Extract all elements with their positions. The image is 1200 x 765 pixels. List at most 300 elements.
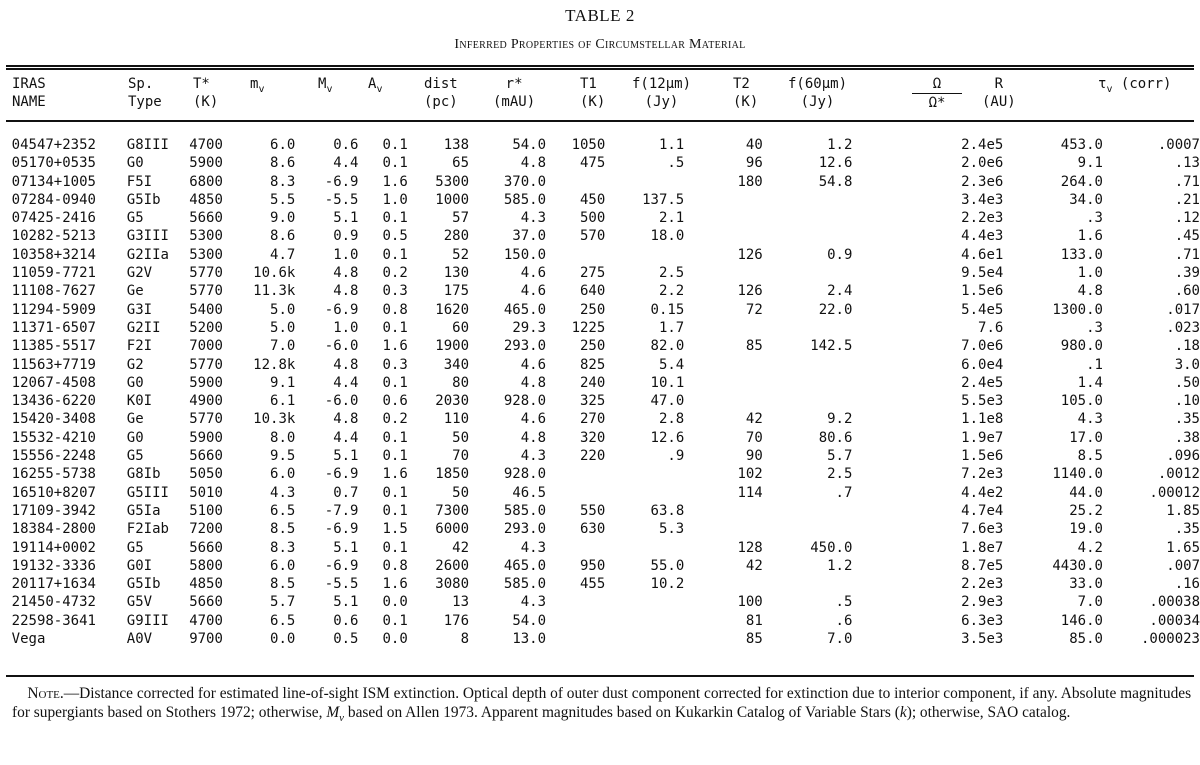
cell-t2: 126 <box>737 283 763 300</box>
table-label: TABLE 2 <box>565 6 635 25</box>
table-row <box>0 630 1200 648</box>
cell-temperature: 5800 <box>189 557 223 574</box>
row-margin <box>0 282 12 300</box>
cell-temperature: 5400 <box>189 301 223 318</box>
cell-iras-name: 11059-7721 <box>11 265 96 282</box>
cell-temperature: 5050 <box>189 466 223 483</box>
cell-f60: 450.0 <box>810 539 853 556</box>
cell-t1: 950 <box>580 557 606 574</box>
cell-stellar-radius: 4.3 <box>520 539 547 556</box>
cell-solid-angle: 2.3e6 <box>961 173 1004 190</box>
cell-f12 <box>605 593 684 611</box>
cell-temperature: 5660 <box>189 210 223 227</box>
cell-t1: 270 <box>580 411 606 428</box>
row-margin <box>0 593 12 611</box>
cell-absolute-mag: 4.8 <box>333 356 359 373</box>
table-body <box>0 136 1200 648</box>
cell-temperature: 6800 <box>189 173 223 190</box>
cell-absolute-mag: 0.6 <box>333 137 359 153</box>
cell-sp-type: G0 <box>126 429 144 446</box>
cell-f60 <box>763 502 853 520</box>
cell-apparent-mag: 6.1 <box>270 393 296 410</box>
cell-t2: 96 <box>745 155 763 172</box>
cell-f12 <box>605 539 684 557</box>
cell-radius: 8.5 <box>1077 448 1103 465</box>
cell-absolute-mag: 5.1 <box>333 210 359 227</box>
cell-absolute-mag: -6.9 <box>324 557 359 574</box>
cell-stellar-radius: 293.0 <box>503 338 547 355</box>
cell-radius: 34.0 <box>1069 191 1103 208</box>
cell-sp-type: F2Iab <box>126 521 169 538</box>
cell-t1: 825 <box>580 356 606 373</box>
cell-distance: 52 <box>452 246 470 263</box>
cell-stellar-radius: 4.6 <box>520 283 547 300</box>
cell-optical-depth: .38 <box>1174 429 1200 446</box>
cell-t1: 450 <box>580 191 606 208</box>
cell-optical-depth: .017 <box>1166 301 1200 318</box>
cell-temperature: 5300 <box>189 228 223 245</box>
table-row <box>0 246 1200 264</box>
cell-sp-type: F2I <box>126 338 153 355</box>
cell-temperature: 5900 <box>189 429 223 446</box>
cell-stellar-radius: 370.0 <box>503 173 547 190</box>
cell-f60: .5 <box>835 594 853 611</box>
table-row <box>0 301 1200 319</box>
cell-stellar-radius: 4.3 <box>520 210 547 227</box>
cell-f12: 1.7 <box>658 319 685 336</box>
cell-temperature: 5200 <box>189 319 223 336</box>
cell-f60: 80.6 <box>818 429 853 446</box>
row-margin <box>0 191 12 209</box>
cell-f60 <box>763 356 853 374</box>
cell-t1: 250 <box>580 338 606 355</box>
cell-t2: 81 <box>745 612 763 629</box>
cell-absolute-mag: -6.9 <box>324 173 359 190</box>
cell-optical-depth: .45 <box>1174 228 1200 245</box>
cell-stellar-radius: 4.3 <box>520 594 547 611</box>
top-rule-1 <box>6 65 1194 67</box>
cell-distance: 340 <box>443 356 470 373</box>
cell-solid-angle: 2.9e3 <box>961 594 1004 611</box>
cell-t1: 325 <box>580 393 606 410</box>
cell-sp-type: G2II <box>126 319 161 336</box>
cell-f12 <box>605 173 684 191</box>
cell-radius: 146.0 <box>1060 612 1103 629</box>
cell-apparent-mag: 5.5 <box>270 191 296 208</box>
cell-distance: 80 <box>452 374 470 391</box>
cell-apparent-mag: 6.0 <box>270 557 296 574</box>
cell-temperature: 5300 <box>189 246 223 263</box>
header-f12: f(12μm) (Jy) <box>632 76 692 110</box>
cell-apparent-mag: 8.5 <box>270 521 296 538</box>
row-margin <box>0 539 12 557</box>
cell-apparent-mag: 7.0 <box>270 338 296 355</box>
row-margin <box>0 154 12 172</box>
cell-absolute-mag: -6.9 <box>324 301 359 318</box>
cell-t2 <box>684 356 763 374</box>
cell-radius: 9.1 <box>1077 155 1103 172</box>
cell-t2 <box>684 209 763 227</box>
cell-distance: 1000 <box>435 191 470 208</box>
table-row <box>0 484 1200 502</box>
cell-t1 <box>546 246 605 264</box>
cell-t2 <box>684 520 763 538</box>
table-row <box>0 356 1200 374</box>
table-row <box>0 154 1200 172</box>
cell-solid-angle: 7.6 <box>978 319 1004 336</box>
cell-iras-name: 15556-2248 <box>11 448 96 465</box>
cell-apparent-mag: 0.0 <box>270 631 296 648</box>
cell-apparent-mag: 6.5 <box>270 502 296 519</box>
cell-optical-depth: .00034 <box>1149 612 1200 629</box>
cell-distance: 130 <box>443 265 470 282</box>
cell-t1: 1225 <box>571 319 606 336</box>
table-row <box>0 209 1200 227</box>
cell-absolute-mag: 4.4 <box>333 374 359 391</box>
table-row <box>0 575 1200 593</box>
cell-absolute-mag: 4.8 <box>333 411 359 428</box>
table-row <box>0 539 1200 557</box>
cell-distance: 2030 <box>435 393 470 410</box>
header-radius: R (AU) <box>982 76 1016 110</box>
cell-absolute-mag: -6.0 <box>324 338 359 355</box>
cell-sp-type: G2IIa <box>126 246 169 263</box>
cell-f60 <box>763 575 853 593</box>
cell-absolute-mag: 5.1 <box>333 448 359 465</box>
cell-t2: 102 <box>737 466 763 483</box>
cell-sp-type: G3I <box>126 301 153 318</box>
header-temperature: T* (K) <box>193 76 219 110</box>
cell-distance: 280 <box>443 228 470 245</box>
cell-solid-angle: 7.0e6 <box>961 338 1004 355</box>
row-margin <box>0 557 12 575</box>
cell-apparent-mag: 11.3k <box>253 283 296 300</box>
cell-stellar-radius: 928.0 <box>503 466 547 483</box>
table-row <box>0 465 1200 483</box>
cell-absolute-mag: -7.9 <box>324 502 359 519</box>
cell-solid-angle: 2.0e6 <box>961 155 1004 172</box>
cell-f60: 2.4 <box>827 283 853 300</box>
cell-optical-depth: .00038 <box>1149 594 1200 611</box>
cell-distance: 57 <box>452 210 470 227</box>
cell-solid-angle: 6.3e3 <box>961 612 1004 629</box>
cell-radius: 17.0 <box>1069 429 1103 446</box>
row-margin <box>0 301 12 319</box>
cell-optical-depth: .096 <box>1166 448 1200 465</box>
cell-optical-depth: .21 <box>1174 191 1200 208</box>
cell-radius: .3 <box>1086 210 1103 227</box>
header-f60: f(60μm) (Jy) <box>788 76 848 110</box>
cell-iras-name: 11385-5517 <box>11 338 96 355</box>
header-sptype: Sp. Type <box>128 76 162 110</box>
cell-temperature: 5770 <box>189 411 223 428</box>
cell-t2: 180 <box>737 173 763 190</box>
cell-absolute-mag: 0.6 <box>333 612 359 629</box>
table-row <box>0 282 1200 300</box>
cell-temperature: 5770 <box>189 265 223 282</box>
cell-optical-depth: .0007 <box>1157 137 1200 153</box>
cell-stellar-radius: 4.8 <box>520 155 547 172</box>
cell-sp-type: G5 <box>126 448 144 465</box>
cell-f60: 9.2 <box>827 411 853 428</box>
cell-extinction: 0.1 <box>382 319 408 336</box>
cell-f12 <box>605 612 684 630</box>
cell-solid-angle: 1.5e6 <box>961 448 1004 465</box>
row-margin <box>0 374 12 392</box>
cell-apparent-mag: 4.7 <box>270 246 296 263</box>
cell-optical-depth: .39 <box>1174 265 1200 282</box>
cell-apparent-mag: 12.8k <box>253 356 296 373</box>
cell-f12 <box>605 484 684 502</box>
header-rule <box>6 120 1194 122</box>
cell-temperature: 5660 <box>189 594 223 611</box>
cell-radius: 1.6 <box>1077 228 1103 245</box>
cell-solid-angle: 1.1e8 <box>961 411 1004 428</box>
cell-distance: 1850 <box>435 466 470 483</box>
cell-radius: 133.0 <box>1060 246 1103 263</box>
cell-extinction: 0.3 <box>382 283 408 300</box>
cell-t1 <box>546 593 605 611</box>
row-margin <box>0 246 12 264</box>
table-row <box>0 264 1200 282</box>
cell-f60 <box>763 209 853 227</box>
cell-radius: 33.0 <box>1069 576 1103 593</box>
note-lead: Note. <box>27 685 64 702</box>
cell-optical-depth: 1.65 <box>1166 539 1200 556</box>
row-margin <box>0 227 12 245</box>
table-row <box>0 319 1200 337</box>
cell-t1: 250 <box>580 301 606 318</box>
cell-extinction: 0.1 <box>382 448 408 465</box>
cell-solid-angle: 6.0e4 <box>961 356 1004 373</box>
table-row <box>0 227 1200 245</box>
cell-t1 <box>546 173 605 191</box>
cell-distance: 50 <box>452 484 470 501</box>
table-row <box>0 410 1200 428</box>
cell-optical-depth: .000023 <box>1140 631 1200 648</box>
cell-radius: 1140.0 <box>1052 466 1103 483</box>
cell-extinction: 1.6 <box>382 576 408 593</box>
table-row <box>0 502 1200 520</box>
top-rule-2 <box>6 68 1194 70</box>
cell-f12: 2.5 <box>658 265 685 282</box>
cell-solid-angle: 4.4e3 <box>961 228 1004 245</box>
cell-extinction: 1.6 <box>382 466 408 483</box>
cell-stellar-radius: 928.0 <box>503 393 547 410</box>
cell-absolute-mag: -6.0 <box>324 393 359 410</box>
cell-optical-depth: .0012 <box>1157 466 1200 483</box>
cell-stellar-radius: 4.3 <box>520 448 547 465</box>
cell-radius: 1.4 <box>1077 374 1103 391</box>
cell-solid-angle: 4.7e4 <box>961 502 1004 519</box>
cell-sp-type: G5 <box>126 539 144 556</box>
cell-temperature: 5900 <box>189 155 223 172</box>
cell-solid-angle: 2.4e5 <box>961 374 1004 391</box>
cell-distance: 2600 <box>435 557 470 574</box>
cell-t2: 85 <box>745 631 763 648</box>
cell-apparent-mag: 9.1 <box>270 374 296 391</box>
header-optical-depth: $\tau_v$ (corr) <box>1098 76 1172 95</box>
cell-distance: 1620 <box>435 301 470 318</box>
cell-stellar-radius: 4.6 <box>520 265 547 282</box>
cell-extinction: 0.0 <box>382 594 408 611</box>
cell-solid-angle: 3.4e3 <box>961 191 1004 208</box>
cell-apparent-mag: 10.3k <box>253 411 296 428</box>
cell-radius: .3 <box>1086 319 1103 336</box>
cell-solid-angle: 4.6e1 <box>961 246 1004 263</box>
table-row <box>0 593 1200 611</box>
cell-sp-type: G0I <box>126 557 153 574</box>
cell-absolute-mag: 1.0 <box>333 319 359 336</box>
cell-optical-depth: .023 <box>1166 319 1200 336</box>
cell-apparent-mag: 9.0 <box>270 210 296 227</box>
cell-optical-depth: 3.0 <box>1174 356 1200 373</box>
cell-sp-type: Ge <box>126 283 144 300</box>
cell-t2 <box>684 374 763 392</box>
cell-temperature: 4700 <box>189 137 223 153</box>
cell-radius: 4.3 <box>1077 411 1103 428</box>
cell-distance: 13 <box>452 594 470 611</box>
cell-f60 <box>763 191 853 209</box>
cell-f12: 2.8 <box>658 411 685 428</box>
table-row <box>0 520 1200 538</box>
cell-distance: 42 <box>452 539 470 556</box>
cell-t1: 475 <box>580 155 606 172</box>
cell-iras-name: 19114+0002 <box>11 539 96 556</box>
cell-f12: 2.2 <box>658 283 685 300</box>
cell-stellar-radius: 465.0 <box>503 301 547 318</box>
cell-apparent-mag: 5.7 <box>270 594 296 611</box>
cell-stellar-radius: 54.0 <box>512 137 547 153</box>
header-stellar-radius: r* (mAU) <box>493 76 536 110</box>
cell-temperature: 7200 <box>189 521 223 538</box>
cell-solid-angle: 1.9e7 <box>961 429 1004 446</box>
cell-apparent-mag: 8.6 <box>270 228 296 245</box>
cell-optical-depth: .71 <box>1174 246 1200 263</box>
cell-extinction: 1.5 <box>382 521 408 538</box>
cell-apparent-mag: 9.5 <box>270 448 296 465</box>
cell-temperature: 4700 <box>189 612 223 629</box>
cell-iras-name: 12067-4508 <box>11 374 96 391</box>
cell-absolute-mag: 4.4 <box>333 429 359 446</box>
cell-apparent-mag: 5.0 <box>270 301 296 318</box>
cell-radius: 19.0 <box>1069 521 1103 538</box>
cell-radius: 85.0 <box>1069 631 1103 648</box>
cell-stellar-radius: 4.8 <box>520 374 547 391</box>
cell-f12: 63.8 <box>650 502 685 519</box>
cell-t2: 42 <box>745 411 763 428</box>
cell-sp-type: Ge <box>126 411 144 428</box>
row-margin <box>0 502 12 520</box>
header-extinction: $A_v$ <box>368 76 383 95</box>
cell-optical-depth: .60 <box>1174 283 1200 300</box>
cell-radius: 7.0 <box>1077 594 1103 611</box>
cell-distance: 60 <box>452 319 470 336</box>
cell-extinction: 0.1 <box>382 374 408 391</box>
cell-absolute-mag: -5.5 <box>324 576 359 593</box>
cell-extinction: 0.1 <box>382 137 408 153</box>
cell-iras-name: 21450-4732 <box>11 594 96 611</box>
data-table <box>0 136 1200 648</box>
cell-solid-angle: 7.6e3 <box>961 521 1004 538</box>
table-row <box>0 557 1200 575</box>
cell-extinction: 0.1 <box>382 429 408 446</box>
cell-t1 <box>546 465 605 483</box>
cell-t2 <box>684 191 763 209</box>
cell-apparent-mag: 6.0 <box>270 466 296 483</box>
cell-iras-name: 22598-3641 <box>11 612 96 629</box>
cell-optical-depth: .18 <box>1174 338 1200 355</box>
cell-sp-type: F5I <box>126 173 153 190</box>
cell-sp-type: G5Ib <box>126 191 161 208</box>
cell-iras-name: 07425-2416 <box>11 210 96 227</box>
cell-absolute-mag: 4.4 <box>333 155 359 172</box>
cell-solid-angle: 7.2e3 <box>961 466 1004 483</box>
cell-t2 <box>684 264 763 282</box>
cell-sp-type: G3III <box>126 228 169 245</box>
cell-iras-name: 07134+1005 <box>11 173 96 190</box>
cell-distance: 5300 <box>435 173 470 190</box>
cell-f12: 18.0 <box>650 228 685 245</box>
cell-f12: 5.3 <box>658 521 685 538</box>
cell-t2 <box>684 502 763 520</box>
table-row <box>0 429 1200 447</box>
cell-f60: 142.5 <box>810 338 853 355</box>
cell-apparent-mag: 6.5 <box>270 612 296 629</box>
cell-extinction: 0.1 <box>382 612 408 629</box>
cell-distance: 70 <box>452 448 470 465</box>
cell-t2: 114 <box>737 484 763 501</box>
cell-stellar-radius: 4.6 <box>520 356 547 373</box>
cell-temperature: 5010 <box>189 484 223 501</box>
table-row <box>0 337 1200 355</box>
cell-absolute-mag: 0.5 <box>333 631 359 648</box>
cell-solid-angle: 3.5e3 <box>961 631 1004 648</box>
cell-f12: .5 <box>667 155 685 172</box>
cell-f12 <box>605 630 684 648</box>
cell-f60: 54.8 <box>818 173 853 190</box>
cell-extinction: 1.0 <box>382 191 408 208</box>
row-margin <box>0 612 12 630</box>
cell-apparent-mag: 8.3 <box>270 173 296 190</box>
cell-iras-name: 13436-6220 <box>11 393 96 410</box>
cell-extinction: 0.1 <box>382 155 408 172</box>
cell-radius: 1300.0 <box>1052 301 1103 318</box>
cell-apparent-mag: 8.3 <box>270 539 296 556</box>
header-iras: IRAS NAME <box>12 76 46 110</box>
cell-solid-angle: 5.4e5 <box>961 301 1004 318</box>
cell-f12 <box>605 465 684 483</box>
cell-iras-name: 07284-0940 <box>11 191 96 208</box>
cell-sp-type: G2V <box>126 265 153 282</box>
cell-t1: 630 <box>580 521 606 538</box>
cell-t1: 570 <box>580 228 606 245</box>
cell-iras-name: 20117+1634 <box>11 576 96 593</box>
cell-extinction: 0.1 <box>382 484 408 501</box>
cell-distance: 176 <box>443 612 470 629</box>
cell-distance: 8 <box>460 631 470 648</box>
cell-optical-depth: .007 <box>1166 557 1200 574</box>
cell-iras-name: Vega <box>11 631 46 648</box>
cell-sp-type: G5 <box>126 210 144 227</box>
cell-f60 <box>763 520 853 538</box>
cell-t1 <box>546 539 605 557</box>
cell-f12: 1.1 <box>658 137 685 153</box>
cell-f60: 7.0 <box>827 631 853 648</box>
cell-temperature: 4850 <box>189 191 223 208</box>
cell-iras-name: 04547+2352 <box>11 137 96 153</box>
cell-t1: 455 <box>580 576 606 593</box>
